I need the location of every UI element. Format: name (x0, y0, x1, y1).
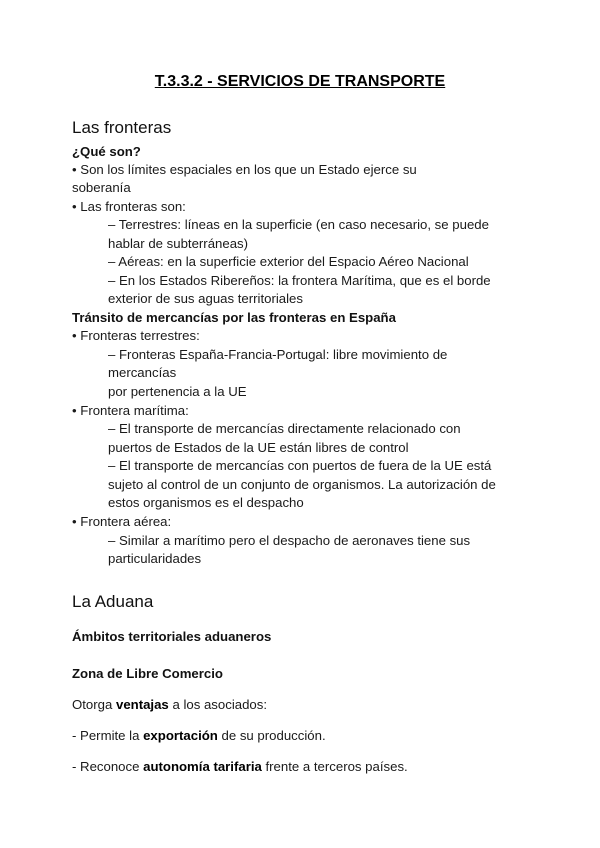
text-line: puertos de Estados de la UE están libres de control (108, 440, 409, 455)
text-run: - Permite la (72, 728, 144, 743)
text-run: Otorga (72, 697, 116, 712)
subheading-transito: Tránsito de mercancías por las fronteras en España (72, 310, 396, 325)
text-run-bold: autonomía tarifaria (143, 759, 262, 774)
text-line: estos organismos es el despacho (108, 495, 304, 510)
text-run: frente a terceros países. (261, 759, 408, 774)
text-line: – En los Estados Ribereños: la frontera Marítima, que es el borde (108, 273, 491, 288)
text-line: • Frontera marítima: (72, 403, 189, 418)
text-line: • Las fronteras son: (72, 199, 186, 214)
section-heading-aduana: La Aduana (72, 592, 154, 611)
text-line: mercancías (108, 365, 177, 380)
text-run: - Reconoce (72, 759, 144, 774)
text-line: • Son los límites espaciales en los que un Estado ejerce su (72, 162, 417, 177)
text-line: exterior de sus aguas territoriales (108, 291, 303, 306)
text-line-otorga (72, 697, 267, 712)
text-line: – Similar a marítimo pero el despacho de aeronaves tiene sus (108, 533, 471, 548)
text-line: – Fronteras España-Francia-Portugal: libre movimiento de (108, 347, 448, 362)
text-run-bold: ventajas (115, 697, 169, 712)
subheading-zona-libre-comercio: Zona de Libre Comercio (72, 666, 223, 681)
text-run: a los asociados: (168, 697, 268, 712)
text-line: – Terrestres: líneas en la superficie (en caso necesario, se puede (108, 217, 489, 232)
section-heading-fronteras: Las fronteras (72, 118, 172, 137)
text-line: – Aéreas: en la superficie exterior del Espacio Aéreo Nacional (108, 254, 469, 269)
text-line: hablar de subterráneas) (108, 236, 249, 251)
subheading-que-son: ¿Qué son? (72, 144, 141, 159)
text-line-permite (72, 728, 326, 743)
text-line: particularidades (108, 551, 202, 566)
subheading-ambitos: Ámbitos territoriales aduaneros (72, 629, 272, 644)
text-line: • Frontera aérea: (72, 514, 172, 529)
document-title: T.3.3.2 - SERVICIOS DE TRANSPORTE (154, 73, 446, 90)
text-line: – El transporte de mercancías directamente relacionado con (108, 421, 461, 436)
text-line-reconoce (72, 759, 408, 774)
text-line: – El transporte de mercancías con puertos de fuera de la UE está (108, 458, 492, 473)
text-run-bold: exportación (143, 728, 218, 743)
text-run: de su producción. (217, 728, 326, 743)
text-line: por pertenencia a la UE (108, 384, 247, 399)
text-line: sujeto al control de un conjunto de organismos. La autorización de (108, 477, 496, 492)
text-line: soberanía (72, 180, 131, 195)
text-line: • Fronteras terrestres: (72, 328, 200, 343)
